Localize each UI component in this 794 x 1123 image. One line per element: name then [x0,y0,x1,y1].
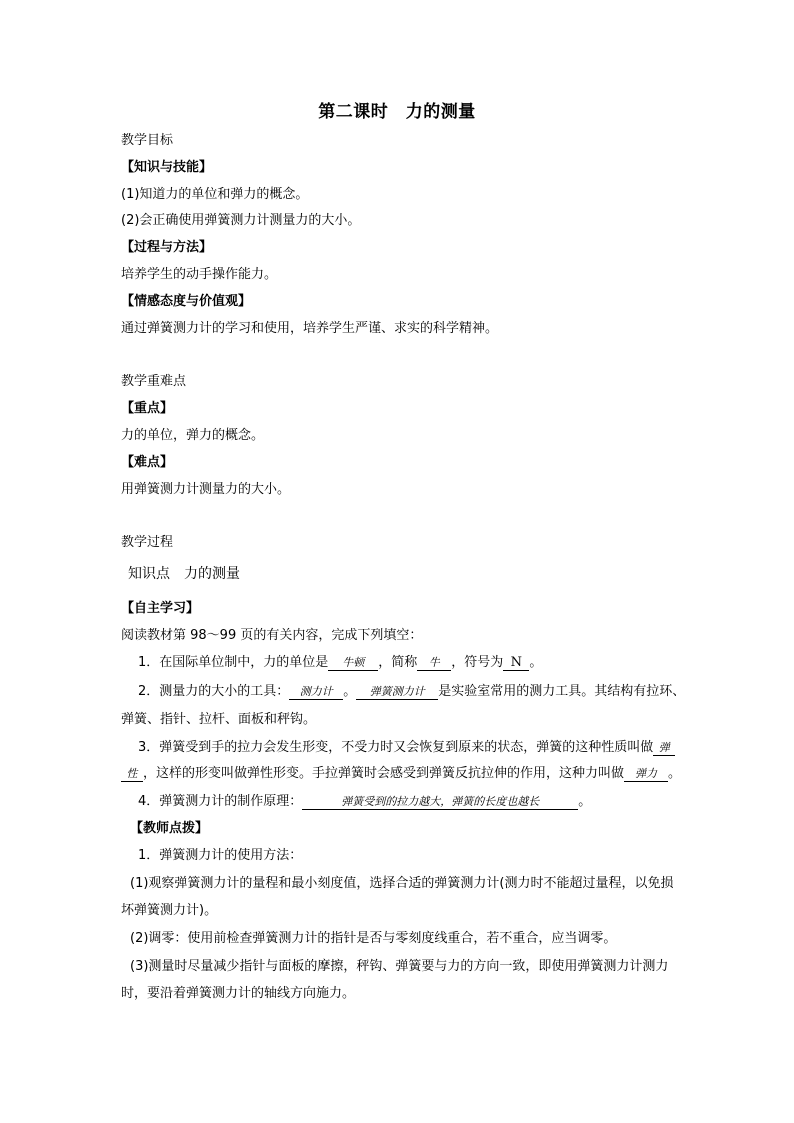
answer-n-symbol: N [503,656,529,671]
answer-spring-force-meter: 弹簧测力计 [356,685,438,700]
question-1-text-b: ，简称 [378,655,418,670]
question-1-text-d: 。 [529,655,543,670]
question-4-text-a: 4．弹簧测力计的制作原理： [138,794,303,809]
answer-force-meter: 测力计 [289,685,343,700]
attitude-heading: 【情感态度与价值观】 [121,294,252,309]
goals-heading: 教学目标 [121,133,174,148]
question-1-text-c: ，符号为 [451,655,504,670]
self-study-heading: 【自主学习】 [121,601,200,616]
question-3-line-2 [121,766,681,782]
page-title: 第二课时 力的测量 [318,102,476,122]
question-3 [138,740,675,756]
question-2-line-2: 弹簧、指针、拉杆、面板和秤钩。 [121,712,317,727]
difficulty-heading: 【难点】 [121,455,174,470]
answer-elastic-part-1: 弹 [653,741,675,756]
question-2-text-b: 。 [343,684,357,699]
knowledge-skills-heading: 【知识与技能】 [121,160,213,175]
answer-niu: 牛 [417,656,451,671]
knowledge-item-2: (2)会正确使用弹簧测力计测量力的大小。 [121,213,361,228]
question-1 [138,655,542,671]
attitude-item: 通过弹簧测力计的学习和使用，培养学生严谨、求实的科学精神。 [121,321,499,336]
key-heading: 【重点】 [121,401,174,416]
tip-1-3-line-2: 时，要沿着弹簧测力计的轴线方向施力。 [121,986,356,1001]
process-method-item: 培养学生的动手操作能力。 [121,267,278,282]
tip-1-2: (2)调零：使用前检查弹簧测力计的指针是否与零刻度线重合，若不重合，应当调零。 [130,931,617,946]
knowledge-item-1: (1)知道力的单位和弹力的概念。 [121,187,309,202]
tip-1-1-line-1: (1)观察弹簧测力计的量程和最小刻度值，选择合适的弹簧测力计(测力时不能超过量程，以免损 [130,876,674,891]
question-3-text-a: 3．弹簧受到手的拉力会发生形变，不受力时又会恢复到原来的状态，弹簧的这种性质叫做 [138,740,654,755]
answer-newton: 牛顿 [328,656,378,671]
question-1-text-a: 1．在国际单位制中，力的单位是 [138,655,329,670]
answer-elastic-part-2: 性 [121,767,143,782]
topic-heading: 知识点 力的测量 [128,566,240,582]
process-method-heading: 【过程与方法】 [121,240,213,255]
tip-1-1-line-2: 坏弹簧测力计)。 [121,903,218,918]
question-4-text-b: 。 [578,794,592,809]
tip-1-3-line-1: (3)测量时尽量减少指针与面板的摩擦，秤钩、弹簧要与力的方向一致，即使用弹簧测力计测力 [130,959,669,974]
tip-1: 1．弹簧测力计的使用方法： [138,848,303,863]
reading-instruction: 阅读教材第 98～99 页的有关内容，完成下列填空： [121,628,423,643]
answer-principle: 弹簧受到的拉力越大，弹簧的长度也越长 [302,795,578,810]
question-2-text-c: 是实验室常用的测力工具。其结构有拉环、 [438,684,686,699]
question-3-text-b: ，这样的形变叫做弹性形变。手拉弹簧时会感受到弹簧反抗拉伸的作用，这种力叫做 [143,766,625,781]
process-heading: 教学过程 [121,535,174,550]
difficulty-item: 用弹簧测力计测量力的大小。 [121,482,291,497]
keypoints-heading: 教学重难点 [121,374,187,389]
question-2 [138,684,685,700]
key-item: 力的单位，弹力的概念。 [121,428,265,443]
question-2-text-a: 2．测量力的大小的工具： [138,684,290,699]
question-3-text-c: 。 [668,766,682,781]
question-4 [138,794,591,810]
teacher-tips-heading: 【教师点拨】 [130,821,209,836]
answer-elastic-force: 弹力 [624,767,668,782]
